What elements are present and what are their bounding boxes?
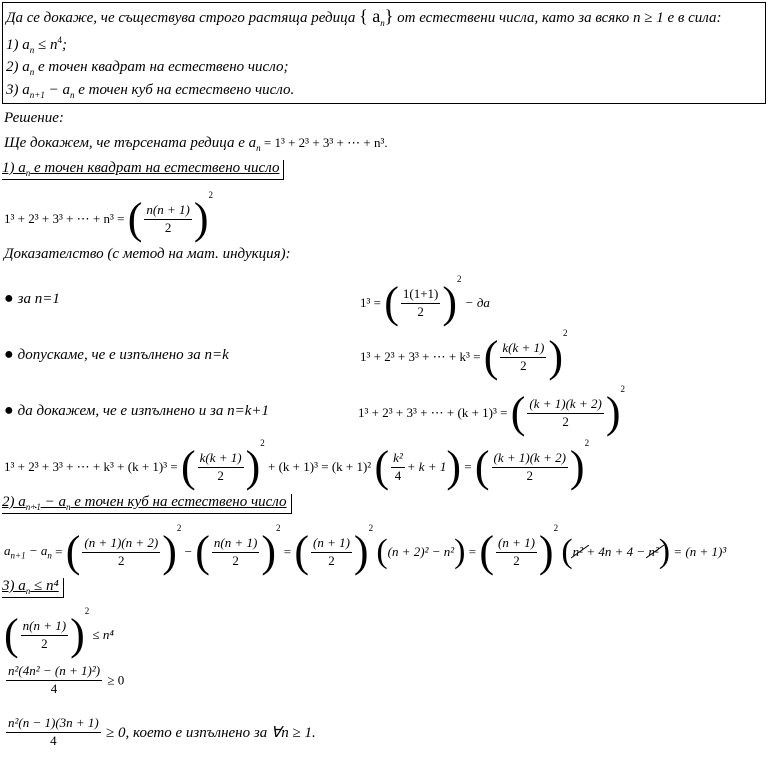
step1-formula: 1³ = ( $\frac{1(1+1)}{2}$ )$^2$ − да <box>360 274 490 328</box>
condition-3: 3) $a_{n+1} - a_n$ е точен куб на естествено число. <box>6 82 295 100</box>
part1-heading: 1) $a_n$ е точен квадрат на естествено число <box>2 160 284 180</box>
difference-chain: $a_{n+1} - a_n$ = ( $\frac{(n + 1)(n + 2)}{2}$ )$^2$ − ( $\frac{n(n + 1)}{2}$ )$^2$ = ( $\frac{(n + 1)}{2}$ )$^2$ ((n + 2)² − n²) = ( $\frac{(n + 1)}{2}$ )$^2$ (n² + 4n + 4 − n² ) = (n + 1)³ <box>4 523 727 577</box>
proof-heading: Доказателство (с метод на мат. индукция): <box>4 246 291 262</box>
cancel-stroke <box>571 545 589 559</box>
inequality-1: ( $\frac{n(n + 1)}{2}$ )$^2$ ≤ n⁴ <box>4 606 114 660</box>
cancel-stroke <box>646 545 664 559</box>
part2-heading: 2) $a_{n+1} - a_n$ е точен куб на естествено число <box>2 494 292 514</box>
step1-label: ● за n=1 <box>4 290 60 307</box>
inequality-3: $\frac{\text{n²(n − 1)(3n + 1)}}{4}$ ≥ 0, което е изпълнено за ∀n ≥ 1. <box>8 715 316 748</box>
step2-formula: 1³ + 2³ + 3³ + ⋯ + k³ = ( $\frac{k(k + 1)}{2}$ )$^2$ <box>360 328 568 382</box>
inequality-2: $\frac{\text{n²(4n² − (n + 1)²)}}{4}$ ≥ 0 <box>8 663 125 696</box>
sum-formula: 1³ + 2³ + 3³ + ⋯ + n³ = ( $\frac{n(n + 1)}{2}$ )$^2$ <box>4 190 213 244</box>
condition-2: 2) $a_n$ е точен квадрат на естествено число; <box>6 59 289 77</box>
step3-formula: 1³ + 2³ + 3³ + ⋯ + (k + 1)³ = ( $\frac{(k + 1)(k + 2)}{2}$ )$^2$ <box>358 384 625 438</box>
step2-label: ● допускаме, че е изпълнено за n=k <box>4 346 229 363</box>
condition-1: 1) $a_n \le n^4$; <box>6 35 67 55</box>
induction-chain: 1³ + 2³ + 3³ + ⋯ + k³ + (k + 1)³ = ( $\frac{k(k + 1)}{2}$ )$^2$ + (k + 1)³ = (k + 1)² ( $\frac{\text{k²}}{4}$ + k + 1) = ( $\frac{(k + 1)(k + 2)}{2}$ )$^2$ <box>4 438 590 492</box>
solution-intro: Ще докажем, че търсената редица е $a_n = 1^3 + 2^3 + 3^3$ + ⋯ + n³. <box>4 135 388 153</box>
solution-heading: Решение: <box>4 110 64 126</box>
step3-label: ● да докажем, че е изпълнено и за n=k+1 <box>4 402 270 419</box>
part3-heading: 3) $a_n \le n^4$ <box>2 578 64 598</box>
problem-statement: Да се докаже, че съществува строго растяща редица { $a_n$} от естествени числа, като за всяко n ≥ 1 е в сила: <box>6 6 722 28</box>
